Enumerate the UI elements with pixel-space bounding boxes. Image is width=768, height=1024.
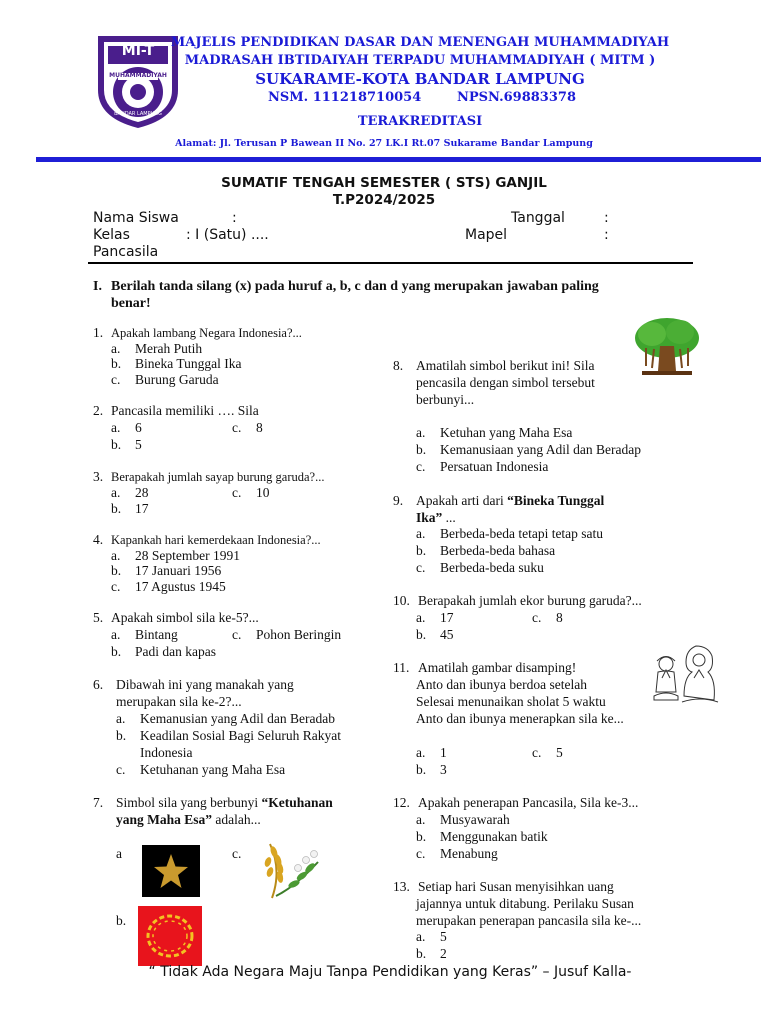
option-text: Berbeda-beda tetapi tetap satu [440,526,604,541]
letter: a. [111,420,121,435]
q8-text-2: pencasila dengan simbol tersebut [416,375,595,390]
q9-option-c[interactable] [416,559,544,576]
q9-text-1 [416,492,604,509]
q9-text-2 [416,509,456,526]
q7-text-1 [116,794,333,811]
q7-text-bold: “Ketuhanan [261,795,333,810]
q10-option-b[interactable] [416,626,454,643]
nama-label: Nama Siswa [93,210,179,226]
header-accreditation: TERAKREDITASI [357,114,483,129]
q6-option-b-cont: Indonesia [140,745,193,760]
header-address: Alamat: Jl. Terusan P Bawean II No. 27 LK.I Rt.07 Sukarame Bandar Lampung [175,138,593,149]
option-text: Ketuhan yang Maha Esa [440,425,573,440]
q11-text-2: Anto dan ibunya berdoa setelah [416,677,587,692]
section-instruction-1: Berilah tanda silang (x) pada huruf a, b, c dan d yang merupakan jawaban paling [111,279,599,294]
q6-option-a[interactable] [116,710,335,727]
q13-text-2: jajannya untuk ditabung. Perilaku Susan [416,896,634,911]
option-text: Bineka Tunggal Ika [135,356,242,371]
option-text: 28 September 1991 [135,548,240,563]
q3-text: Berapakah jumlah sayap burung garuda?... [111,470,325,484]
q6-text-2: merupakan sila ke-2?... [116,694,242,709]
section-number: I. [93,279,102,294]
title-divider [88,262,693,264]
q6-text-1: Dibawah ini yang manakah yang [116,677,294,692]
option-text: Berbeda-beda bahasa [440,543,556,558]
option-text: 3 [440,762,447,777]
q10-number: 10. [393,593,410,608]
q9-number: 9. [393,493,404,508]
q7-text-pre: Simbol sila yang berbunyi [116,795,262,810]
exam-year: T.P2024/2025 [332,192,436,208]
mapel-colon: : [604,227,609,243]
option-text: 5 [440,929,447,944]
option-text: 17 [135,501,149,516]
q8-text-3: berbunyi... [416,392,475,407]
q10-option-a[interactable] [416,609,454,626]
letter: a. [416,526,426,541]
q12-option-a[interactable] [416,811,510,828]
option-text: 8 [256,420,263,435]
header-line3: SUKARAME-KOTA BANDAR LAMPUNG [255,70,585,88]
q9-text-bold: “Bineka Tunggal [507,493,605,508]
letter: a. [111,548,121,563]
section-instruction-2: benar! [111,296,151,311]
option-text: Musyawarah [440,812,510,827]
q12-option-c[interactable] [416,845,498,862]
letter: a. [111,485,121,500]
letter: c. [111,579,121,594]
q13-option-b[interactable] [416,945,447,962]
letter: a. [116,711,126,726]
header-line1: MAJELIS PENDIDIKAN DASAR DAN MENENGAH MUHAMMADIYAH [170,35,670,50]
option-text: Keadilan Sosial Bagi Seluruh Rakyat [140,728,341,743]
q13-text-3: merupakan penerapan pancasila sila ke-... [416,913,642,928]
q3-option-b[interactable] [111,500,149,517]
q13-number: 13. [393,879,410,894]
letter: b. [116,728,127,743]
star-symbol-icon[interactable] [142,845,200,897]
letter: b. [111,437,122,452]
q7-option-c-letter[interactable]: c. [232,846,242,861]
letter: b. [416,442,427,457]
kelas-value: : I (Satu) .... [186,227,269,243]
letter: c. [111,372,121,387]
option-text: 28 [135,485,149,500]
option-text: Burung Garuda [135,372,219,387]
letter: c. [416,560,426,575]
option-text: 5 [556,745,563,760]
q1-number: 1. [93,325,104,340]
option-text: Kemanusiaan yang Adil dan Beradap [440,442,641,457]
banyan-tree-icon [632,316,702,378]
q8-text-1: Amatilah simbol berikut ini! Sila [416,358,595,373]
q11-option-b[interactable] [416,761,447,778]
q13-option-a[interactable] [416,928,447,945]
header-npsn: NPSN.69883378 [457,90,576,105]
q2-text: Pancasila memiliki …. Sila [111,403,259,418]
q11-text-1: Amatilah gambar disamping! [418,660,577,675]
letter: a. [416,745,426,760]
header-nsm: NSM. 111218710054 [268,90,422,105]
nama-colon: : [232,210,237,226]
option-text: Menabung [440,846,498,861]
q5-option-c[interactable] [232,626,341,643]
q3-number: 3. [93,469,104,484]
option-text: Padi dan kapas [135,644,216,659]
letter: c. [416,846,426,861]
header-line2: MADRASAH IBTIDAIYAH TERPADU MUHAMMADIYAH ( MITM ) [184,53,656,68]
q7-option-a-letter[interactable]: a [116,846,122,861]
q7-text-bold: yang Maha Esa” [116,812,213,827]
letter: c. [232,485,242,500]
option-text: 6 [135,420,142,435]
option-text: 5 [135,437,142,452]
q11-option-a[interactable] [416,744,447,761]
q9-option-b[interactable] [416,542,555,559]
option-text: Bintang [135,627,178,642]
q13-text-1: Setiap hari Susan menyisihkan uang [418,879,614,894]
q9-option-a[interactable] [416,525,603,542]
option-text: Berbeda-beda suku [440,560,544,575]
option-text: 17 Agustus 1945 [135,579,226,594]
chain-symbol-icon[interactable] [138,906,202,966]
q8-number: 8. [393,358,404,373]
q2-option-a[interactable] [111,419,142,436]
tanggal-label: Tanggal [511,210,565,226]
q6-option-b[interactable] [116,727,341,744]
logo-text-ring: BANDAR LAMPUNG [114,111,162,117]
q8-option-a[interactable] [416,424,572,441]
option-text: 10 [256,485,270,500]
q11-number: 11. [393,660,410,675]
q12-number: 12. [393,795,410,810]
letter: b. [111,356,122,371]
option-text: 17 Januari 1956 [135,563,222,578]
letter: a. [416,610,426,625]
q5-text: Apakah simbol sila ke-5?... [111,610,259,625]
mapel-label: Mapel [465,227,508,243]
q8-option-c[interactable] [416,458,548,475]
mapel-value: Pancasila [93,244,159,260]
logo-text-top: MI-T [121,43,155,59]
q7-number: 7. [93,795,104,810]
letter: c. [232,627,242,642]
letter: a. [416,812,426,827]
logo-text-mid: MUHAMMADIYAH [109,72,167,79]
letter: b. [416,829,427,844]
rice-cotton-symbol-icon[interactable] [262,840,324,900]
q1-option-c[interactable] [111,371,219,388]
option-text: Persatuan Indonesia [440,459,549,474]
q10-text: Berapakah jumlah ekor burung garuda?... [418,593,642,608]
q4-option-b[interactable] [111,562,221,579]
q5-option-b[interactable] [111,643,216,660]
q7-text-post: adalah... [212,812,261,827]
q11-option-c[interactable] [532,744,563,761]
q2-option-b[interactable] [111,436,142,453]
q6-option-c[interactable] [116,761,285,778]
q9-text-post: ... [442,510,456,525]
option-text: 45 [440,627,454,642]
tanggal-colon: : [604,210,609,226]
q4-number: 4. [93,532,104,547]
letter: b. [416,543,427,558]
letter: a. [111,627,121,642]
q9-text-pre: Apakah arti dari [416,493,508,508]
q5-number: 5. [93,610,104,625]
option-text: 8 [556,610,563,625]
letter: b. [111,563,122,578]
letter: c. [232,420,242,435]
exam-title: SUMATIF TENGAH SEMESTER ( STS) GANJIL [221,175,547,191]
q2-option-c[interactable] [232,419,263,436]
q11-text-3: Selesai menunaikan sholat 5 waktu [416,694,606,709]
q12-option-b[interactable] [416,828,548,845]
q7-option-b-letter[interactable]: b. [116,913,127,928]
q9-text-bold: Ika” [416,510,443,525]
q3-option-a[interactable] [111,484,149,501]
option-text: 1 [440,745,447,760]
letter: c. [532,610,542,625]
letter: a. [111,341,121,356]
q12-text: Apakah penerapan Pancasila, Sila ke-3... [418,795,639,810]
q5-option-a[interactable] [111,626,178,643]
letter: b. [111,501,122,516]
option-text: Kemanusian yang Adil dan Beradab [140,711,335,726]
footer-quote: “ Tidak Ada Negara Maju Tanpa Pendidikan yang Keras” – Jusuf Kalla- [148,964,632,980]
option-text: Menggunakan batik [440,829,548,844]
letter: b. [416,627,427,642]
option-text: 17 [440,610,454,625]
q8-option-b[interactable] [416,441,641,458]
q4-option-c[interactable] [111,578,226,595]
q2-number: 2. [93,403,104,418]
q7-text-2 [116,811,261,828]
q1-text: Apakah lambang Negara Indonesia?... [111,326,302,340]
q4-text: Kapankah hari kemerdekaan Indonesia?... [111,533,321,547]
q10-option-c[interactable] [532,609,563,626]
header-divider [36,157,761,162]
letter: c. [532,745,542,760]
kelas-label: Kelas [93,227,130,243]
q6-number: 6. [93,677,104,692]
option-text: 2 [440,946,447,961]
letter: b. [111,644,122,659]
option-text: Pohon Beringin [256,627,342,642]
option-text: Ketuhanan yang Maha Esa [140,762,286,777]
letter: a. [416,425,426,440]
option-text: Merah Putih [135,341,203,356]
letter: c. [116,762,126,777]
praying-family-icon [648,640,720,712]
q3-option-c[interactable] [232,484,270,501]
letter: b. [416,946,427,961]
letter: c. [416,459,426,474]
q11-text-4: Anto dan ibunya menerapkan sila ke... [416,711,624,726]
q1-option-b[interactable] [111,355,242,372]
letter: b. [416,762,427,777]
letter: a. [416,929,426,944]
